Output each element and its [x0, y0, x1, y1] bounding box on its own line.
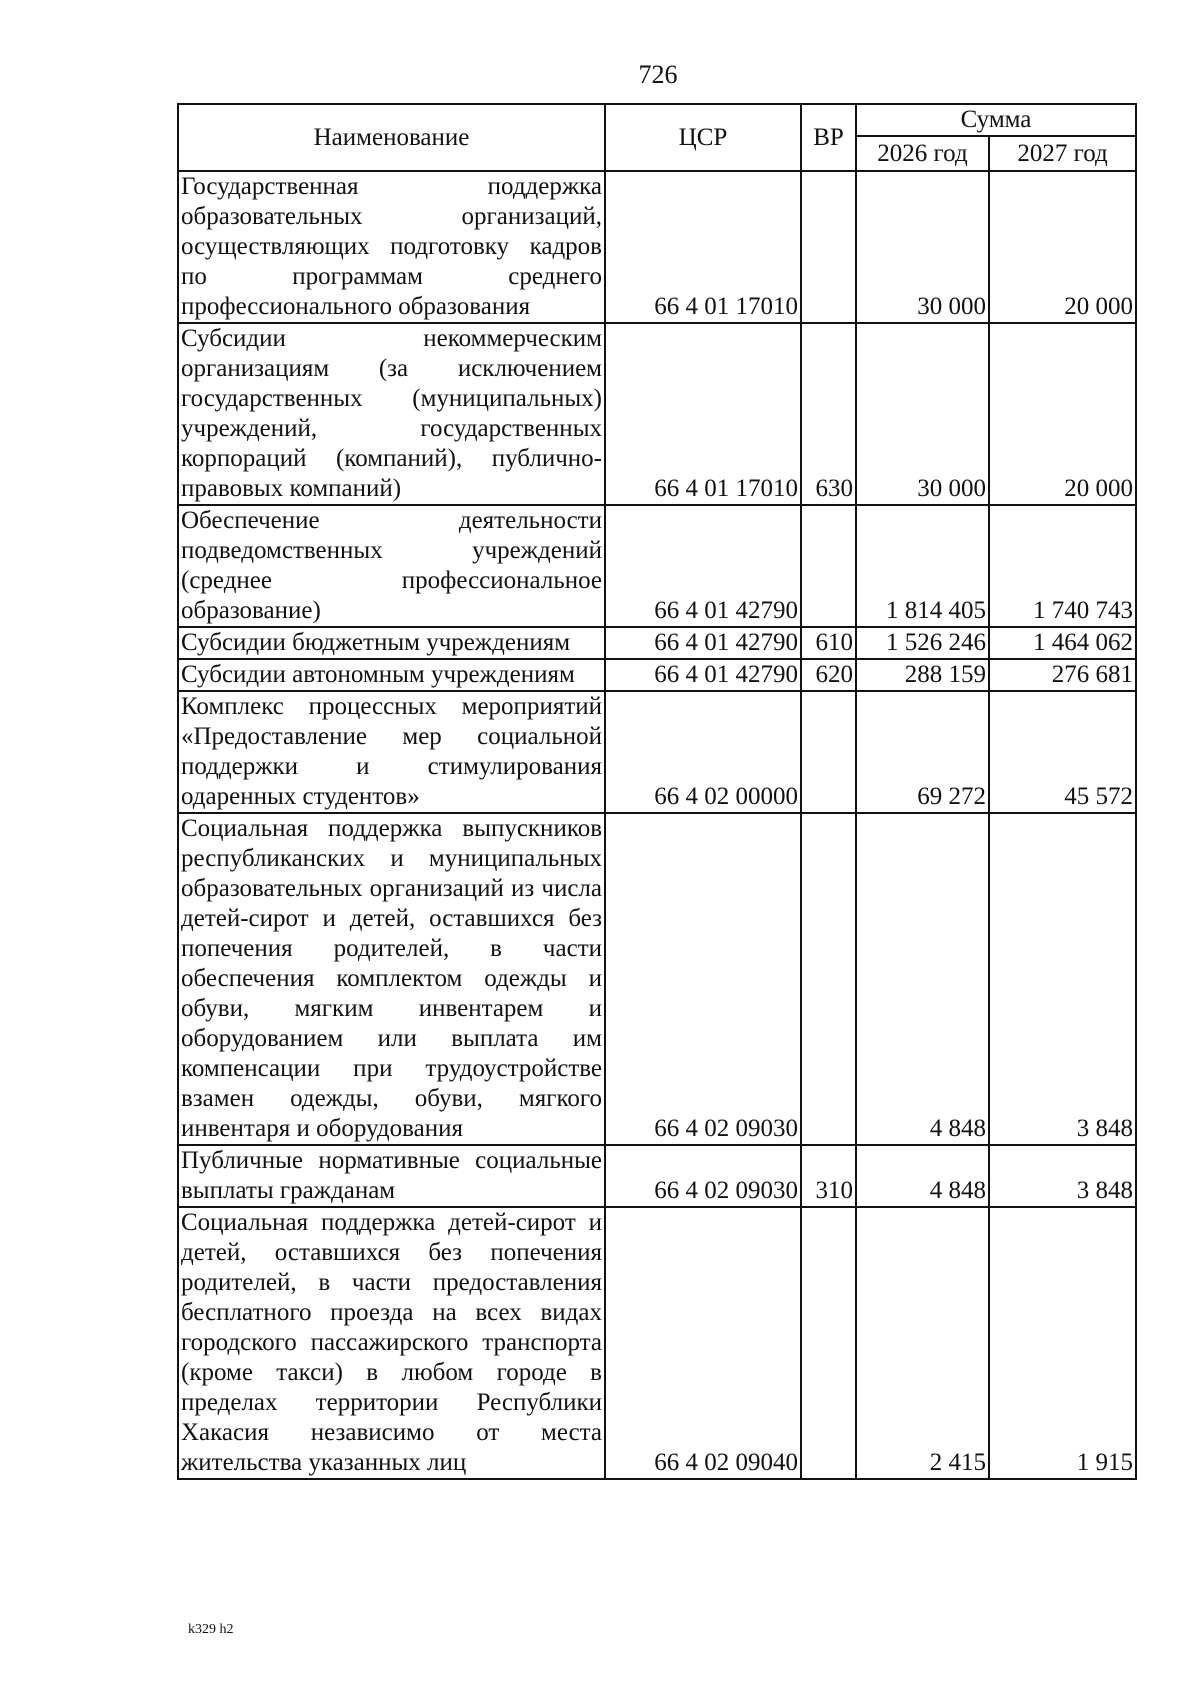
row-amount-2027: 1 464 062 — [989, 627, 1136, 659]
row-amount-2026: 30 000 — [856, 323, 989, 505]
table-row — [178, 1207, 1136, 1479]
row-amount-2026: 4 848 — [856, 813, 989, 1145]
header-vr: ВР — [801, 104, 856, 171]
row-name: Социальная поддержка выпускников республиканских и муниципальных образовательных организаций из числа детей-сирот и детей, оставшихся без попечения родителей, в части обеспечения комплектом одежды и обуви, мягким инвентарем и оборудованием или выплата им компенсации при трудоустройстве взамен одежды, обуви, мягкого инвентаря и оборудования — [178, 813, 605, 1145]
row-vr: 610 — [801, 627, 856, 659]
row-vr — [801, 171, 856, 323]
row-amount-2027: 20 000 — [989, 171, 1136, 323]
row-vr: 630 — [801, 323, 856, 505]
row-amount-2027: 276 681 — [989, 659, 1136, 691]
row-name: Обеспечение деятельности подведомственных учреждений (среднее профессиональное образование) — [178, 505, 605, 627]
header-year-2026: 2026 год — [856, 136, 989, 171]
row-name: Публичные нормативные социальные выплаты гражданам — [178, 1145, 605, 1207]
row-amount-2026: 4 848 — [856, 1145, 989, 1207]
row-csr: 66 4 01 42790 — [605, 505, 801, 627]
table-row — [178, 627, 1136, 659]
row-csr: 66 4 02 00000 — [605, 691, 801, 813]
table-row — [178, 171, 1136, 323]
row-name: Социальная поддержка детей-сирот и детей, оставшихся без попечения родителей, в части предоставления бесплатного проезда на всех видах городского пассажирского транспорта (кроме такси) в любом городе в пределах территории Республики Хакасия независимо от места жительства указанных лиц — [178, 1207, 605, 1479]
row-name: Комплекс процессных мероприятий «Предоставление мер социальной поддержки и стимулирования одаренных студентов» — [178, 691, 605, 813]
row-vr — [801, 691, 856, 813]
row-amount-2026: 69 272 — [856, 691, 989, 813]
row-csr: 66 4 02 09030 — [605, 1145, 801, 1207]
table-header — [178, 104, 1136, 171]
table-row — [178, 505, 1136, 627]
row-name: Государственная поддержка образовательных организаций, осуществляющих подготовку кадров по программам среднего профессионального образования — [178, 171, 605, 323]
table-row — [178, 691, 1136, 813]
header-csr: ЦСР — [605, 104, 801, 171]
row-csr: 66 4 01 42790 — [605, 627, 801, 659]
header-year-2027: 2027 год — [989, 136, 1136, 171]
row-amount-2026: 30 000 — [856, 171, 989, 323]
row-name: Субсидии некоммерческим организациям (за исключением государственных (муниципальных) учреждений, государственных корпораций (компаний), публично-правовых компаний) — [178, 323, 605, 505]
row-amount-2026: 1 526 246 — [856, 627, 989, 659]
row-csr: 66 4 02 09030 — [605, 813, 801, 1145]
row-vr: 310 — [801, 1145, 856, 1207]
row-vr — [801, 813, 856, 1145]
footer-code: k329 h2 — [188, 1622, 234, 1637]
table-row — [178, 323, 1136, 505]
budget-table — [177, 103, 1137, 1480]
row-amount-2027: 3 848 — [989, 813, 1136, 1145]
row-vr — [801, 505, 856, 627]
row-amount-2027: 45 572 — [989, 691, 1136, 813]
row-amount-2026: 2 415 — [856, 1207, 989, 1479]
header-sum: Сумма — [856, 104, 1136, 136]
row-amount-2027: 20 000 — [989, 323, 1136, 505]
row-amount-2027: 3 848 — [989, 1145, 1136, 1207]
table-row — [178, 813, 1136, 1145]
header-name: Наименование — [178, 104, 605, 171]
row-csr: 66 4 01 42790 — [605, 659, 801, 691]
row-vr: 620 — [801, 659, 856, 691]
row-csr: 66 4 02 09040 — [605, 1207, 801, 1479]
table-body — [178, 171, 1136, 1479]
row-name: Субсидии автономным учреждениям — [178, 659, 605, 691]
row-name: Субсидии бюджетным учреждениям — [178, 627, 605, 659]
table-row — [178, 1145, 1136, 1207]
row-amount-2026: 288 159 — [856, 659, 989, 691]
row-amount-2026: 1 814 405 — [856, 505, 989, 627]
row-amount-2027: 1 740 743 — [989, 505, 1136, 627]
row-vr — [801, 1207, 856, 1479]
page-number: 726 — [638, 60, 678, 89]
row-csr: 66 4 01 17010 — [605, 171, 801, 323]
table-row — [178, 659, 1136, 691]
row-amount-2027: 1 915 — [989, 1207, 1136, 1479]
row-csr: 66 4 01 17010 — [605, 323, 801, 505]
